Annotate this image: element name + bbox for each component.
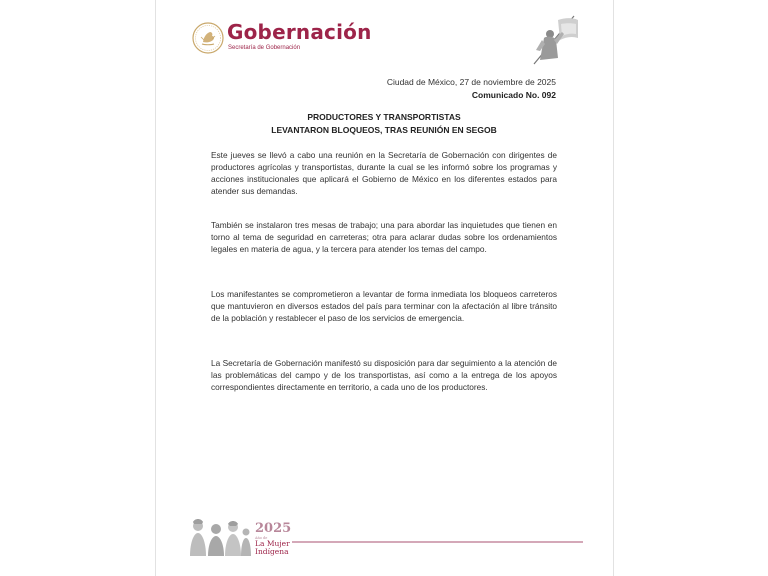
year-logo-line-1: La Mujer (255, 539, 290, 548)
year-logo-line-2: Indígena (255, 547, 289, 556)
brand-subtitle: Secretaría de Gobernación (228, 45, 301, 51)
flag-heroine-icon (528, 14, 582, 66)
year-tagline: Año de (255, 536, 268, 540)
body-paragraph: También se instalaron tres mesas de trabajo; una para abordar las inquietudes que tienen en torno al tema de seguridad en carreteras; otra para aclarar dudas sobre los ordenamientos legales en materia de agua, y la tercera para atender los temas del campo. (211, 220, 557, 255)
brand-title: Gobernación (227, 20, 372, 44)
indigenous-women-illustration-icon (186, 516, 252, 556)
body-paragraph: Los manifestantes se comprometieron a levantar de forma inmediata los bloqueos carreteros que mantuvieron en diversos estados del país para terminar con la afectación al libre tránsito de la población y restablecer el paso de los servicios de emergencia. (211, 289, 557, 324)
national-seal-icon (192, 22, 224, 54)
body-paragraph: Este jueves se llevó a cabo una reunión en la Secretaría de Gobernación con dirigentes de productores agrícolas y transportistas, durante la cual se les informó sobre los programas y acciones institucionales que aplicará el Gobierno de México en los diferentes estados para atender sus demandas. (211, 150, 557, 197)
headline-line-1: PRODUCTORES Y TRANSPORTISTAS (307, 112, 461, 122)
dateline: Ciudad de México, 27 de noviembre de 2025 (386, 77, 556, 87)
year-of-indigenous-woman-logo (255, 522, 291, 556)
footer-divider (292, 541, 583, 543)
comunicado-number: Comunicado No. 092 (471, 90, 556, 100)
year-number: 2025 (255, 521, 292, 536)
body-paragraph: La Secretaría de Gobernación manifestó su disposición para dar seguimiento a la atención de las problemáticas del campo y de los transportistas, así como a la entrega de los apoyos correspondientes directamente en territorio, a cada uno de los productores. (211, 358, 557, 393)
headline-line-2: LEVANTARON BLOQUEOS, TRAS REUNIÓN EN SEGOB (271, 125, 497, 135)
